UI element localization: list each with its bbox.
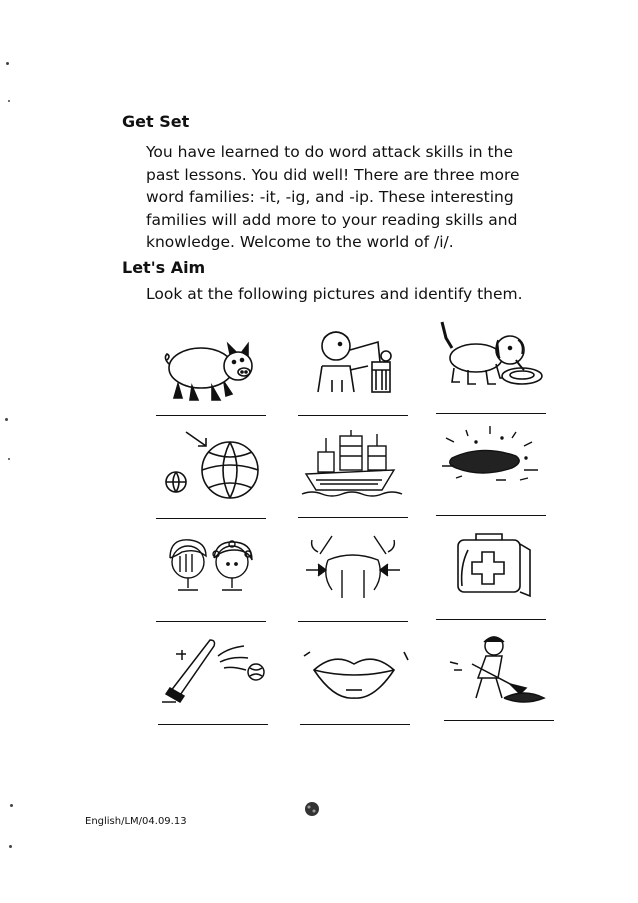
answer-blank[interactable] <box>298 621 408 622</box>
intro-line: families will add more to your reading skills and <box>146 210 518 229</box>
man-digging-icon <box>444 634 554 709</box>
footer-code: English/LM/04.09.13 <box>85 816 187 827</box>
answer-blank[interactable] <box>298 517 408 518</box>
bat-hitting-ball-icon <box>158 636 268 711</box>
pit-hole-icon <box>436 420 546 495</box>
answer-blank[interactable] <box>436 413 546 414</box>
scan-speck <box>6 62 9 65</box>
answer-blank[interactable] <box>444 720 554 721</box>
get-set-heading: Get Set <box>122 112 190 131</box>
lets-aim-heading: Let's Aim <box>122 258 206 277</box>
answer-blank[interactable] <box>300 724 410 725</box>
answer-blank[interactable] <box>436 619 546 620</box>
dog-licking-dish-icon <box>436 318 546 393</box>
answer-blank[interactable] <box>156 621 266 622</box>
answer-blank[interactable] <box>156 518 266 519</box>
instruction-text: Look at the following pictures and identify them. <box>146 285 523 303</box>
intro-line: You have learned to do word attack skills in the <box>146 143 513 161</box>
scan-speck <box>8 458 10 460</box>
intro-line: word families: -it, -ig, and -ip. These interesting <box>146 188 514 206</box>
scan-speck <box>9 845 12 848</box>
intro-line: knowledge. Welcome to the world of /i/. <box>146 233 454 251</box>
page-number-mark <box>303 800 321 818</box>
big-and-small-ball-icon <box>156 430 266 505</box>
answer-blank[interactable] <box>158 724 268 725</box>
ship-icon <box>298 428 408 503</box>
answer-blank[interactable] <box>156 415 266 416</box>
intro-line: past lessons. You did well! There are three more <box>146 165 520 184</box>
answer-blank[interactable] <box>436 515 546 516</box>
twins-icon <box>156 532 266 607</box>
child-sipping-drink-icon <box>298 322 408 397</box>
hips-icon <box>298 530 408 605</box>
scan-speck <box>10 804 13 807</box>
scan-speck <box>5 418 8 421</box>
answer-blank[interactable] <box>298 415 408 416</box>
first-aid-kit-icon <box>436 528 546 603</box>
pig-icon <box>156 330 266 405</box>
lips-icon <box>300 640 410 715</box>
intro-paragraph <box>146 141 546 254</box>
scan-speck <box>8 100 10 102</box>
